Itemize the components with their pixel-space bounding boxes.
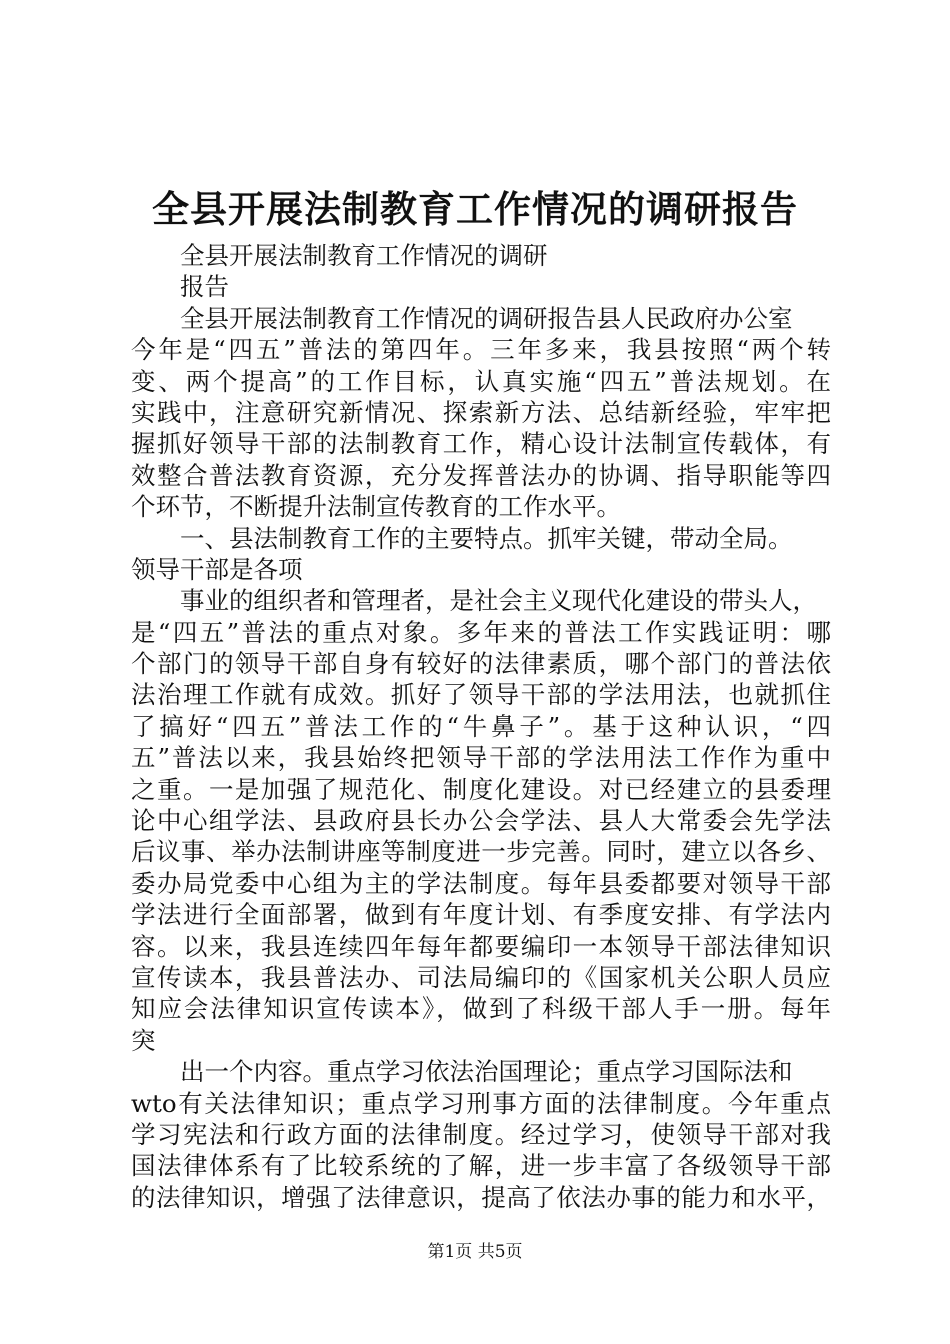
paragraph-line: 委办局党委中心组为主的学法制度。每年县委都要对领导干部 bbox=[131, 868, 831, 898]
paragraph-line: 之重。一是加强了规范化、制度化建设。对已经建立的县委理 bbox=[131, 774, 831, 804]
paragraph-line: 效整合普法教育资源，充分发挥普法办的协调、指导职能等四 bbox=[131, 460, 831, 490]
paragraph-line: 学法进行全面部署，做到有年度计划、有季度安排、有学法内 bbox=[131, 900, 831, 930]
paragraph-line: 领导干部是各项 bbox=[131, 554, 303, 584]
page-number-footer: 第1页 共5页 bbox=[427, 1242, 523, 1262]
paragraph-line: 今年是“四五”普法的第四年。三年多来，我县按照“两个转 bbox=[131, 335, 831, 365]
paragraph-line: 实践中，注意研究新情况、探索新方法、总结新经验，牢牢把 bbox=[131, 397, 831, 427]
paragraph-line: 法治理工作就有成效。抓好了领导干部的学法用法，也就抓住 bbox=[131, 680, 831, 710]
paragraph-line: 知应会法律知识宣传读本》，做到了科级干部人手一册。每年 bbox=[131, 994, 831, 1024]
paragraph-line: 个环节，不断提升法制宣传教育的工作水平。 bbox=[131, 492, 621, 522]
paragraph-line: 学习宪法和行政方面的法律制度。经过学习，使领导干部对我 bbox=[131, 1119, 831, 1149]
subtitle-line-2: 报告 bbox=[180, 272, 229, 302]
paragraph-line: 变、两个提高”的工作目标，认真实施“四五”普法规划。在 bbox=[131, 366, 831, 396]
paragraph-line: 是“四五”普法的重点对象。多年来的普法工作实践证明：哪 bbox=[131, 617, 831, 647]
document-title: 全县开展法制教育工作情况的调研报告 bbox=[152, 187, 798, 231]
paragraph-line: 国法律体系有了比较系统的了解，进一步丰富了各级领导干部 bbox=[131, 1151, 831, 1181]
paragraph-line: 了搞好“四五”普法工作的“牛鼻子”。基于这种认识，“四 bbox=[131, 711, 831, 741]
paragraph-line: 五”普法以来，我县始终把领导干部的学法用法工作作为重中 bbox=[131, 743, 831, 773]
document-body bbox=[131, 240, 831, 1213]
paragraph-line: 个部门的领导干部自身有较好的法律素质，哪个部门的普法依 bbox=[131, 649, 831, 679]
paragraph-line: wto有关法律知识；重点学习刑事方面的法律制度。今年重点 bbox=[131, 1088, 831, 1118]
paragraph-line: 事业的组织者和管理者，是社会主义现代化建设的带头人， bbox=[180, 586, 817, 616]
paragraph-line: 全县开展法制教育工作情况的调研报告县人民政府办公室 bbox=[180, 303, 793, 333]
subtitle-line-1: 全县开展法制教育工作情况的调研 bbox=[180, 241, 548, 270]
paragraph-line: 突 bbox=[131, 1025, 156, 1055]
paragraph-line: 握抓好领导干部的法制教育工作，精心设计法制宣传载体，有 bbox=[131, 429, 831, 459]
paragraph-line: 容。以来，我县连续四年每年都要编印一本领导干部法律知识 bbox=[131, 931, 831, 961]
paragraph-line: 论中心组学法、县政府县长办公会学法、县人大常委会先学法 bbox=[131, 806, 831, 836]
paragraph-line: 的法律知识，增强了法律意识，提高了依法办事的能力和水平， bbox=[131, 1182, 831, 1212]
paragraph-line: 宣传读本，我县普法办、司法局编印的《国家机关公职人员应 bbox=[131, 962, 831, 992]
paragraph-line: 出一个内容。重点学习依法治国理论；重点学习国际法和 bbox=[180, 1057, 793, 1087]
paragraph-line: 后议事、举办法制讲座等制度进一步完善。同时，建立以各乡、 bbox=[131, 837, 831, 867]
section-heading-line: 一、县法制教育工作的主要特点。抓牢关键，带动全局。 bbox=[180, 523, 793, 553]
